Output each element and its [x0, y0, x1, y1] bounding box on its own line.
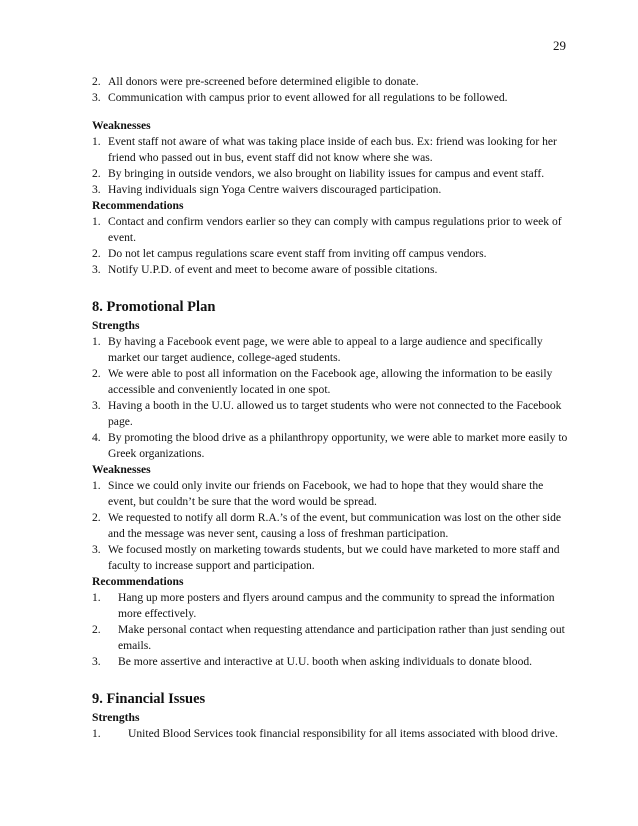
recommendations-heading: Recommendations [92, 199, 184, 212]
item-number: 3. [92, 543, 101, 556]
item-text: Having individuals sign Yoga Centre waivers discouraged participation. [108, 183, 442, 196]
item-number: 1. [92, 479, 101, 492]
item-number: 2. [92, 167, 101, 180]
item-number: 2. [92, 367, 101, 380]
list-item [92, 90, 568, 106]
recommendations-heading: Recommendations [92, 575, 184, 588]
list-item [92, 182, 568, 198]
item-text: Having a booth in the U.U. allowed us to target students who were not connected to the Facebook page. [108, 399, 562, 428]
item-number: 1. [92, 215, 101, 228]
list-item [92, 262, 568, 278]
item-number: 3. [92, 399, 101, 412]
strengths-heading: Strengths [92, 711, 140, 724]
item-number: 3. [92, 655, 101, 668]
item-text: Contact and confirm vendors earlier so they can comply with campus regulations prior to week of event. [108, 215, 562, 244]
item-text: By promoting the blood drive as a philanthropy opportunity, we were able to market more easily to Greek organizations. [108, 431, 568, 460]
list-item [92, 478, 568, 510]
list-item [92, 542, 568, 574]
item-text: Make personal contact when requesting attendance and participation rather than just sending out emails. [118, 623, 565, 652]
item-number: 1. [92, 727, 101, 740]
item-text: We were able to post all information on the Facebook age, allowing the information to be easily accessible and conveniently located in one spot. [108, 367, 553, 396]
list-item [92, 590, 568, 622]
item-number: 3. [92, 183, 101, 196]
list-item [92, 510, 568, 542]
item-number: 2. [92, 247, 101, 260]
item-number: 3. [92, 263, 101, 276]
item-text: Do not let campus regulations scare event staff from inviting off campus vendors. [108, 247, 487, 260]
section-title-financial-issues: 9. Financial Issues [92, 691, 206, 707]
item-number: 4. [92, 431, 101, 444]
item-text: By having a Facebook event page, we were able to appeal to a large audience and specifically market our target audience, college-aged students. [108, 335, 543, 364]
item-text: Since we could only invite our friends on Facebook, we had to hope that they would share the event, but couldn’t be sure that the word would be spread. [108, 479, 544, 508]
item-number: 2. [92, 623, 101, 636]
item-number: 1. [92, 591, 101, 604]
item-text: Hang up more posters and flyers around campus and the community to spread the information more effectively. [118, 591, 555, 620]
page-number: 29 [553, 38, 566, 53]
list-item [92, 726, 568, 742]
section-title-promotional-plan: 8. Promotional Plan [92, 299, 216, 315]
item-number: 3. [92, 91, 101, 104]
item-text: Communication with campus prior to event allowed for all regulations to be followed. [108, 91, 508, 104]
list-item [92, 246, 568, 262]
document-body [92, 74, 568, 742]
weaknesses-heading: Weaknesses [92, 119, 151, 132]
list-item [92, 398, 568, 430]
item-text: All donors were pre-screened before determined eligible to donate. [108, 75, 419, 88]
item-number: 2. [92, 75, 101, 88]
item-number: 1. [92, 335, 101, 348]
item-text: We requested to notify all dorm R.A.’s of the event, but communication was lost on the other side and the message was never sent, causing a loss of freshman participation. [108, 511, 562, 540]
item-number: 2. [92, 511, 101, 524]
strengths-heading: Strengths [92, 319, 140, 332]
list-item [92, 214, 568, 246]
item-text: Be more assertive and interactive at U.U. booth when asking individuals to donate blood. [118, 655, 533, 668]
list-item [92, 622, 568, 654]
list-item [92, 334, 568, 366]
list-item [92, 74, 568, 90]
list-item [92, 166, 568, 182]
item-text: Notify U.P.D. of event and meet to become aware of possible citations. [108, 263, 438, 276]
list-item [92, 430, 568, 462]
item-text: Event staff not aware of what was taking place inside of each bus. Ex: friend was looking for her friend who passed out in bus, event staff did not know where she was. [108, 135, 557, 164]
item-text: We focused mostly on marketing towards students, but we could have marketed to more staff and faculty to increase support and participation. [108, 543, 560, 572]
list-item [92, 654, 568, 670]
list-item [92, 134, 568, 166]
item-number: 1. [92, 135, 101, 148]
list-item [92, 366, 568, 398]
item-text: By bringing in outside vendors, we also brought on liability issues for campus and event staff. [108, 167, 545, 180]
item-text: United Blood Services took financial responsibility for all items associated with blood drive. [128, 727, 558, 740]
weaknesses-heading: Weaknesses [92, 463, 151, 476]
